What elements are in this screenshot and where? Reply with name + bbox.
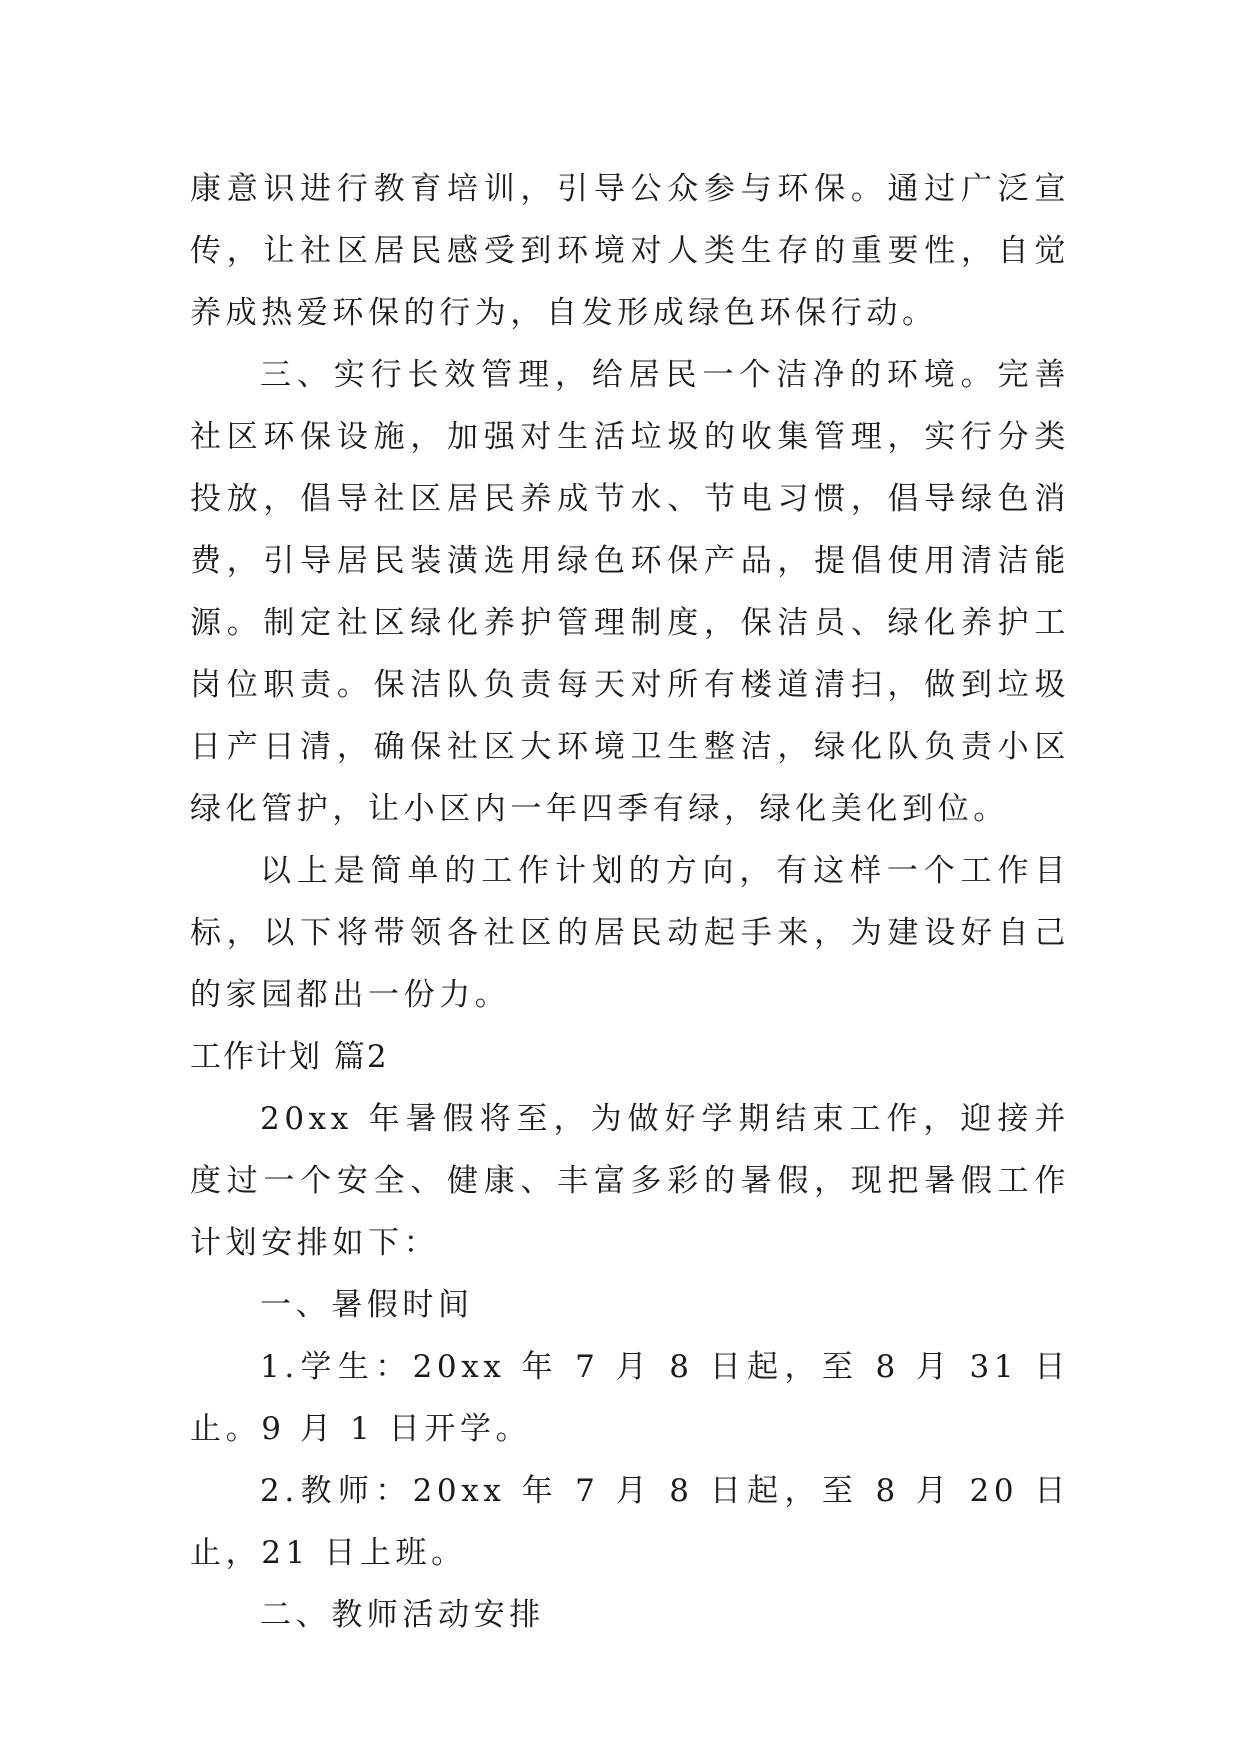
document-body [190,158,1070,1646]
paragraph-teachers-schedule: 2.教师：20xx 年 7 月 8 日起，至 8 月 20 日止，21 日上班。 [190,1473,1070,1571]
paragraph-environment-education: 康意识进行教育培训，引导公众参与环保。通过广泛宣传，让社区居民感受到环境对人类生存的重要性，自觉养成热爱环保的行为，自发形成绿色环保行动。 [190,171,1070,331]
paragraph-summer-intro: 20xx 年暑假将至，为做好学期结束工作，迎接并度过一个安全、健康、丰富多彩的暑假，现把暑假工作计划安排如下： [190,1101,1070,1261]
paragraph-students-schedule: 1.学生：20xx 年 7 月 8 日起，至 8 月 31 日止。9 月 1 日开学。 [190,1349,1070,1447]
paragraph-long-term-management: 三、实行长效管理，给居民一个洁净的环境。完善社区环保设施，加强对生活垃圾的收集管理，实行分类投放，倡导社区居民养成节水、节电习惯，倡导绿色消费，引导居民装潢选用绿色环保产品，提倡使用清洁能源。制定社区绿化养护管理制度，保洁员、绿化养护工岗位职责。保洁队负责每天对所有楼道清扫，做到垃圾日产日清，确保社区大环境卫生整洁，绿化队负责小区绿化管护，让小区内一年四季有绿，绿化美化到位。 [190,357,1070,827]
heading-summer-time: 一、暑假时间 [260,1287,474,1323]
heading-teacher-activities: 二、教师活动安排 [260,1597,545,1633]
section-heading-plan-2: 工作计划 篇2 [190,1039,389,1075]
paragraph-plan-summary: 以上是简单的工作计划的方向，有这样一个工作目标，以下将带领各社区的居民动起手来，为建设好自己的家园都出一份力。 [190,853,1070,1013]
